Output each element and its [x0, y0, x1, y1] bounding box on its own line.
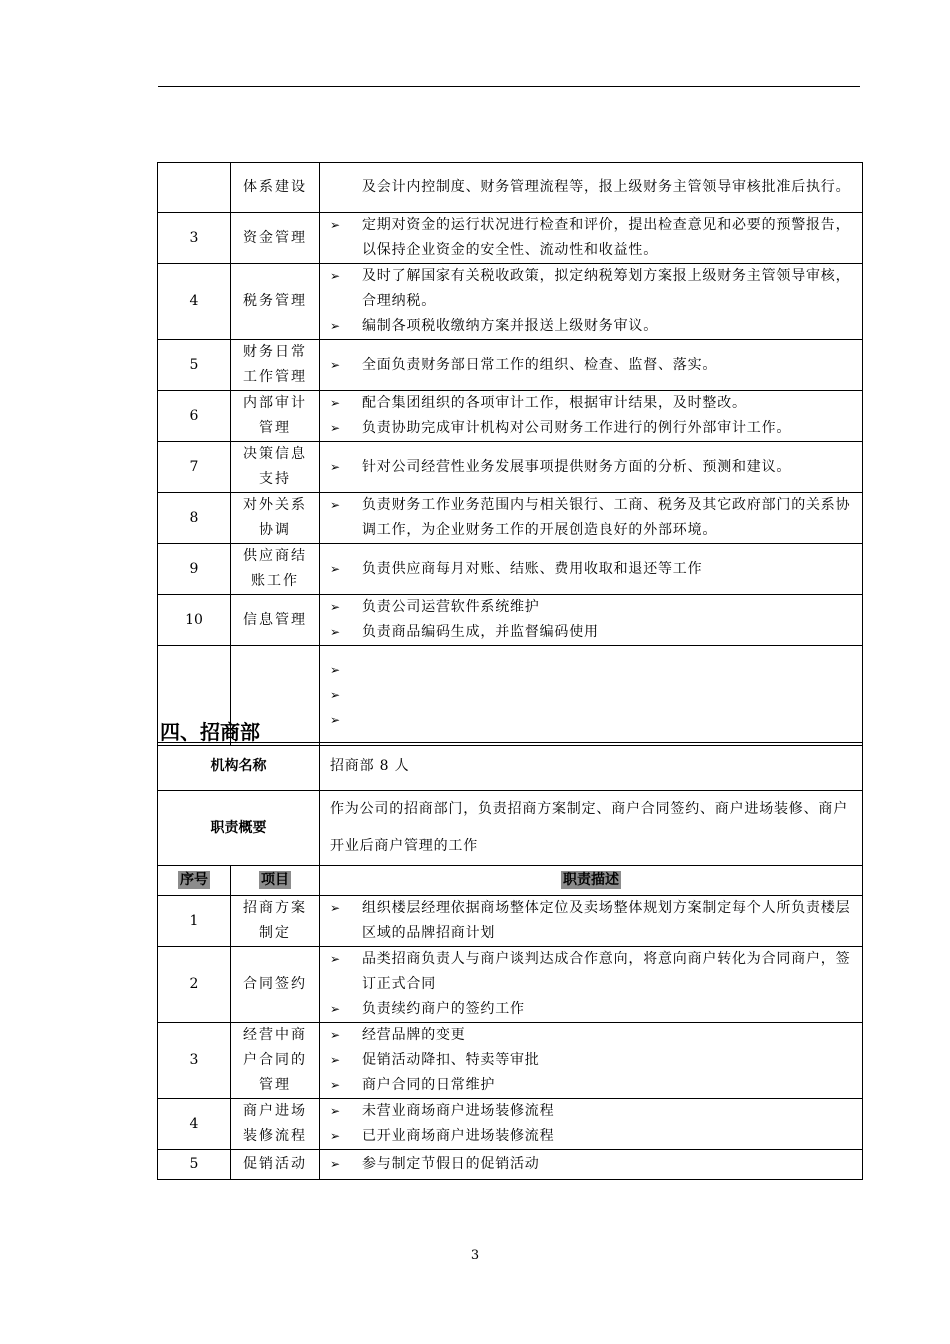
row-item: 税务管理 — [231, 264, 320, 340]
table-row — [158, 493, 863, 544]
arrow-bullet-icon: ➢ — [330, 688, 341, 702]
row-item: 合同签约 — [231, 947, 320, 1023]
table-row — [158, 163, 863, 213]
header-no: 序号 — [158, 866, 231, 896]
bullet-item: ➢ 商户合同的日常维护 — [330, 1073, 854, 1098]
overview-label: 职责概要 — [158, 791, 320, 866]
bullet-item: ➢ 促销活动降扣、特卖等审批 — [330, 1048, 854, 1073]
arrow-bullet-icon: ➢ — [330, 1053, 341, 1067]
arrow-bullet-icon: ➢ — [330, 1104, 341, 1118]
row-description — [320, 163, 863, 213]
bullet-item: ➢ 针对公司经营性业务发展事项提供财务方面的分析、预测和建议。 — [330, 455, 854, 480]
arrow-bullet-icon: ➢ — [330, 218, 341, 232]
bullet-item: ➢ 全面负责财务部日常工作的组织、检查、监督、落实。 — [330, 353, 854, 378]
row-description — [320, 947, 863, 1023]
table-row — [158, 442, 863, 493]
row-item: 招商方案制定 — [231, 896, 320, 947]
bullet-item: ➢ 负责续约商户的签约工作 — [330, 997, 854, 1022]
row-description — [320, 896, 863, 947]
arrow-bullet-icon: ➢ — [330, 952, 341, 966]
row-item: 对外关系协调 — [231, 493, 320, 544]
row-item: 供应商结账工作 — [231, 544, 320, 595]
table-row — [158, 947, 863, 1023]
arrow-bullet-icon: ➢ — [330, 1157, 341, 1171]
bullet-item: ➢ 负责供应商每月对账、结账、费用收取和退还等工作 — [330, 557, 854, 582]
row-description — [320, 1150, 863, 1180]
row-number: 1 — [158, 896, 231, 947]
section-title: 四、招商部 — [160, 720, 260, 744]
arrow-bullet-icon: ➢ — [330, 625, 341, 639]
bullet-item: ➢ 负责协助完成审计机构对公司财务工作进行的例行外部审计工作。 — [330, 416, 854, 441]
org-name-row — [158, 743, 863, 791]
row-number: 5 — [158, 1150, 231, 1180]
arrow-bullet-icon: ➢ — [330, 269, 341, 283]
arrow-bullet-icon: ➢ — [330, 319, 341, 333]
table-row — [158, 646, 863, 746]
row-item: 体系建设 — [231, 163, 320, 213]
row-item: 决策信息支持 — [231, 442, 320, 493]
org-name-value: 招商部 8 人 — [320, 743, 863, 791]
bullet-item: ➢ 编制各项税收缴纳方案并报送上级财务审议。 — [330, 314, 854, 339]
bullet-item: ➢ 配合集团组织的各项审计工作，根据审计结果，及时整改。 — [330, 391, 854, 416]
table-row — [158, 595, 863, 646]
bullet-item: ➢ 定期对资金的运行状况进行检查和评价，提出检查意见和必要的预警报告，以保持企业资金的安全性、流动性和收益性。 — [330, 213, 854, 263]
row-description — [320, 213, 863, 264]
overview-row — [158, 791, 863, 866]
bullet-item — [330, 658, 854, 683]
bullet-item: ➢ 已开业商场商户进场装修流程 — [330, 1124, 854, 1149]
row-description — [320, 264, 863, 340]
arrow-bullet-icon: ➢ — [330, 421, 341, 435]
arrow-bullet-icon: ➢ — [330, 396, 341, 410]
arrow-bullet-icon: ➢ — [330, 498, 341, 512]
bullet-item — [330, 683, 854, 708]
row-number: 2 — [158, 947, 231, 1023]
leasing-duties-table — [157, 742, 863, 1180]
row-description — [320, 442, 863, 493]
row-number: 9 — [158, 544, 231, 595]
table-row — [158, 896, 863, 947]
row-description — [320, 493, 863, 544]
row-item: 内部审计管理 — [231, 391, 320, 442]
row-number: 5 — [158, 340, 231, 391]
bullet-item: ➢ 负责财务工作业务范围内与相关银行、工商、税务及其它政府部门的关系协调工作，为企业财务工作的开展创造良好的外部环境。 — [330, 493, 854, 543]
arrow-bullet-icon: ➢ — [330, 459, 341, 474]
row-number: 10 — [158, 595, 231, 646]
table-row — [158, 213, 863, 264]
bullet-item: ➢ 组织楼层经理依据商场整体定位及卖场整体规划方案制定每个人所负责楼层区域的品牌招商计划 — [330, 896, 854, 946]
row-item: 经营中商户合同的管理 — [231, 1023, 320, 1099]
arrow-bullet-icon: ➢ — [330, 600, 341, 614]
row-item: 信息管理 — [231, 595, 320, 646]
header-rule — [158, 86, 860, 87]
bullet-item: ➢ 品类招商负责人与商户谈判达成合作意向，将意向商户转化为合同商户，签订正式合同 — [330, 947, 854, 997]
row-item: 商户进场装修流程 — [231, 1099, 320, 1150]
row-description — [320, 1023, 863, 1099]
bullet-item: ➢ 参与制定节假日的促销活动 — [330, 1152, 854, 1177]
arrow-bullet-icon: ➢ — [330, 1028, 341, 1042]
bullet-item: ➢ 经营品牌的变更 — [330, 1023, 854, 1048]
table-row — [158, 544, 863, 595]
header-desc: 职责描述 — [320, 866, 863, 896]
org-name-label: 机构名称 — [158, 743, 320, 791]
table-row — [158, 391, 863, 442]
table-row — [158, 340, 863, 391]
row-description — [320, 646, 863, 746]
row-number — [158, 163, 231, 213]
arrow-bullet-icon: ➢ — [330, 561, 341, 576]
bullet-item: ➢ 及时了解国家有关税收政策，拟定纳税筹划方案报上级财务主管领导审核，合理纳税。 — [330, 264, 854, 314]
row-number: 4 — [158, 1099, 231, 1150]
overview-value: 作为公司的招商部门，负责招商方案制定、商户合同签约、商户进场装修、商户开业后商户管理的工作 — [320, 791, 863, 866]
bullet-item: ➢ 负责商品编码生成，并监督编码使用 — [330, 620, 854, 645]
table-row — [158, 264, 863, 340]
arrow-bullet-icon: ➢ — [330, 663, 341, 677]
finance-duties-table — [157, 162, 863, 746]
row-description — [320, 391, 863, 442]
row-number: 8 — [158, 493, 231, 544]
header-item: 项目 — [231, 866, 320, 896]
bullet-item — [330, 708, 854, 733]
arrow-bullet-icon: ➢ — [330, 1002, 341, 1016]
arrow-bullet-icon: ➢ — [330, 1078, 341, 1092]
bullet-item: ➢ 负责公司运营软件系统维护 — [330, 595, 854, 620]
row-number: 3 — [158, 1023, 231, 1099]
row-description — [320, 1099, 863, 1150]
bullet-item: ➢ 未营业商场商户进场装修流程 — [330, 1099, 854, 1124]
arrow-bullet-icon: ➢ — [330, 357, 341, 372]
arrow-bullet-icon: ➢ — [330, 901, 341, 915]
row-item: 财务日常工作管理 — [231, 340, 320, 391]
row-number: 4 — [158, 264, 231, 340]
table-row — [158, 1150, 863, 1180]
row-number: 7 — [158, 442, 231, 493]
row-number: 3 — [158, 213, 231, 264]
row-item: 促销活动 — [231, 1150, 320, 1180]
arrow-bullet-icon: ➢ — [330, 1129, 341, 1143]
row-description — [320, 595, 863, 646]
page-number: 3 — [470, 1248, 480, 1263]
header-row — [158, 866, 863, 896]
row-description — [320, 340, 863, 391]
row-item: 资金管理 — [231, 213, 320, 264]
description-line: 及会计内控制度、财务管理流程等，报上级财务主管领导审核批准后执行。 — [362, 179, 851, 195]
row-description — [320, 544, 863, 595]
row-number: 6 — [158, 391, 231, 442]
table-row — [158, 1023, 863, 1099]
table-row — [158, 1099, 863, 1150]
arrow-bullet-icon: ➢ — [330, 713, 341, 727]
